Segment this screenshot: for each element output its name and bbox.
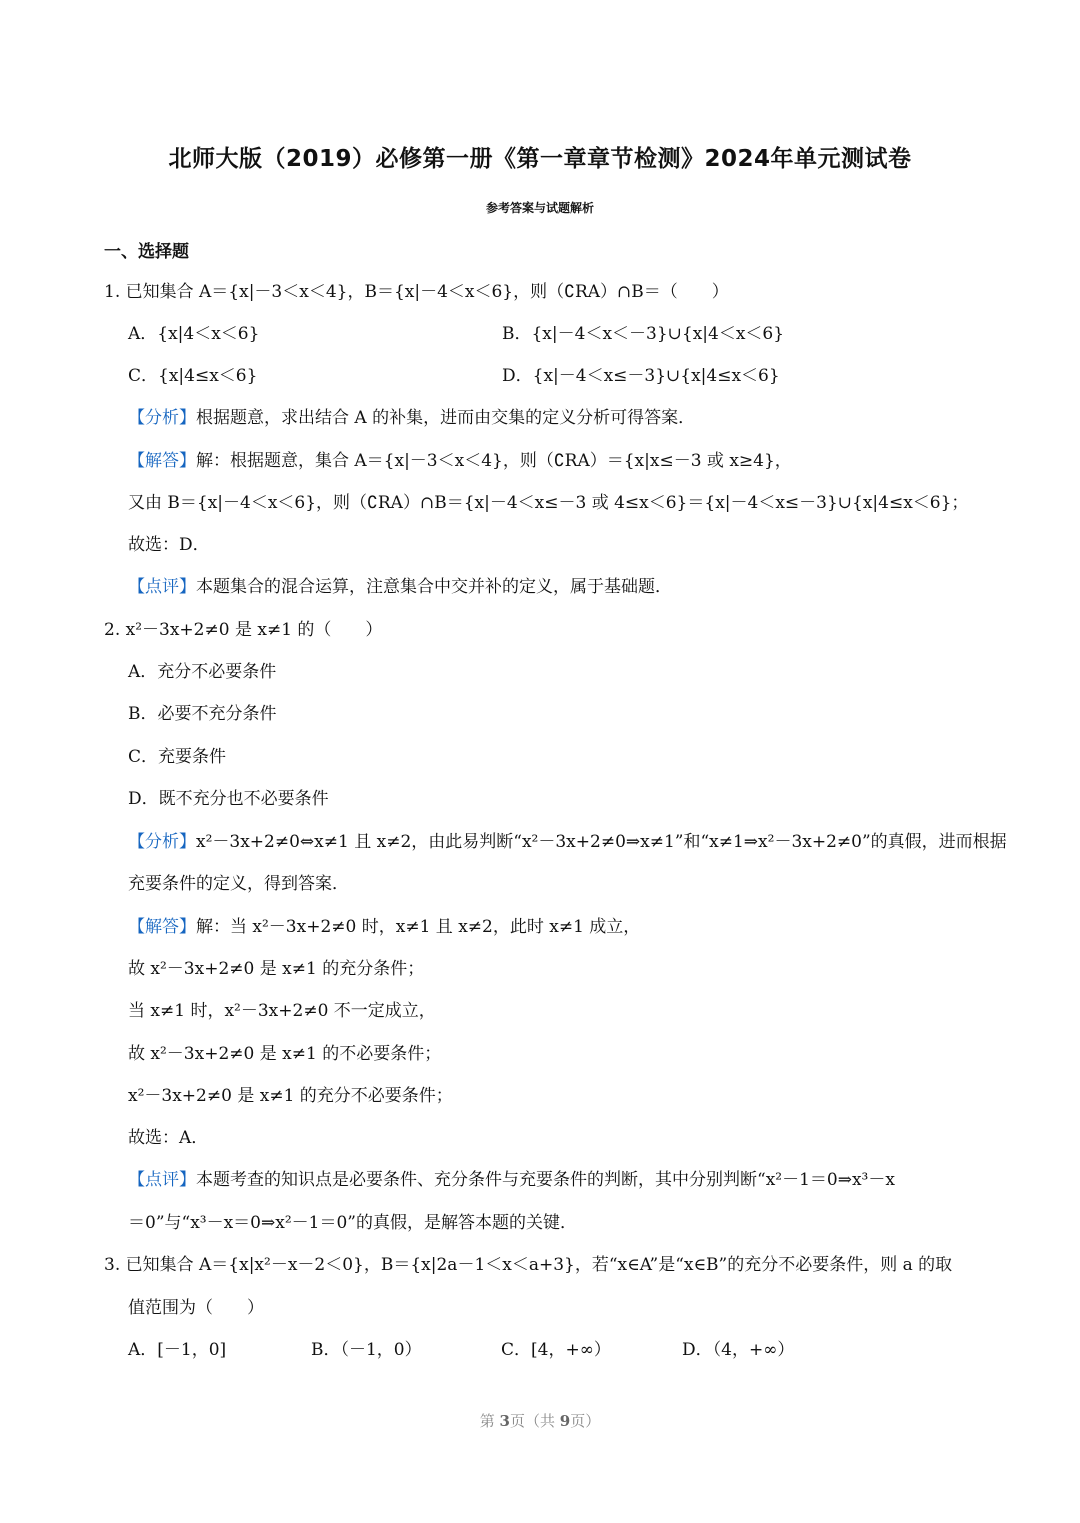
q2-solution-text-1: 解：当 x²－3x+2≠0 时，x≠1 且 x≠2，此时 x≠1 成立，: [196, 917, 641, 937]
solution-tag: 【解答】: [128, 917, 196, 937]
q3-option-a: A．[－1，0]: [128, 1340, 227, 1360]
page-footer: [0, 1410, 1080, 1431]
q1-option-b: B．{x|－4＜x＜－3}∪{x|4＜x＜6}: [502, 324, 785, 344]
q2-solution-line-1: [128, 915, 640, 939]
q2-comment-line-1: [128, 1168, 895, 1192]
footer-total-pages: 9: [559, 1412, 571, 1430]
q3-option-c: C．[4，+∞）: [501, 1340, 611, 1360]
q1-answer: 故选：D．: [128, 535, 210, 555]
footer-mid: 页（共: [509, 1412, 560, 1430]
q2-comment-line-2: ＝0”与“x³－x＝0⇒x²－1＝0”的真假，是解答本题的关键．: [128, 1213, 577, 1233]
footer-prefix: 第: [479, 1412, 500, 1430]
q2-stem: 2. x²－3x+2≠0 是 x≠1 的（ ）: [104, 620, 383, 640]
analysis-tag: 【分析】: [128, 832, 196, 852]
q2-option-c: C．充要条件: [128, 747, 227, 767]
q1-solution-line-2: 又由 B＝{x|－4＜x＜6}，则（∁RA）∩B＝{x|－4＜x≤－3 或 4≤x＜6}＝{x|－4＜x≤－3}∪{x|4≤x＜6}；: [128, 493, 969, 513]
section-heading: 一、选择题: [104, 242, 189, 262]
footer-page-number: 3: [499, 1412, 510, 1430]
q3-stem-line-1: 3. 已知集合 A＝{x|x²－x－2＜0}，B＝{x|2a－1＜x＜a+3}，若“x∈A”是“x∈B”的充分不必要条件，则 a 的取: [104, 1255, 953, 1275]
q2-option-a: A．充分不必要条件: [128, 662, 277, 682]
q1-comment-text: 本题集合的混合运算，注意集合中交并补的定义，属于基础题．: [196, 577, 672, 597]
q1-solution-text-1: 解：根据题意，集合 A＝{x|－3＜x＜4}，则（∁RA）＝{x|x≤－3 或 x≥4}，: [196, 451, 792, 471]
comment-tag: 【点评】: [128, 577, 196, 597]
q2-analysis-text-1: x²－3x+2≠0⇔x≠1 且 x≠2，由此易判断“x²－3x+2≠0⇒x≠1”和“x≠1⇒x²－3x+2≠0”的真假，进而根据: [196, 832, 1007, 852]
q1-analysis-text: 根据题意，求出结合 A 的补集，进而由交集的定义分析可得答案．: [196, 408, 696, 428]
q1-stem: 1. 已知集合 A＝{x|－3＜x＜4}，B＝{x|－4＜x＜6}，则（∁RA）∩B＝（ ）: [104, 282, 729, 302]
q2-solution-line-4: 故 x²－3x+2≠0 是 x≠1 的不必要条件；: [128, 1044, 442, 1064]
q2-analysis-line-1: [128, 830, 1007, 854]
q2-option-d: D．既不充分也不必要条件: [128, 789, 329, 809]
q3-stem-line-2: 值范围为（ ）: [128, 1298, 264, 1318]
q2-solution-line-5: x²－3x+2≠0 是 x≠1 的充分不必要条件；: [128, 1086, 453, 1106]
footer-suffix: 页）: [570, 1412, 601, 1430]
comment-tag: 【点评】: [128, 1170, 196, 1190]
q3-option-b: B．（－1，0）: [311, 1340, 422, 1360]
solution-tag: 【解答】: [128, 451, 196, 471]
q2-solution-line-3: 当 x≠1 时，x²－3x+2≠0 不一定成立，: [128, 1001, 436, 1021]
q1-analysis: [128, 406, 695, 430]
q2-answer: 故选：A．: [128, 1128, 209, 1148]
q2-comment-text-1: 本题考查的知识点是必要条件、充分条件与充要条件的判断，其中分别判断“x²－1＝0⇒x³－x: [196, 1170, 895, 1190]
page-subtitle: 参考答案与试题解析: [485, 201, 594, 215]
q2-analysis-line-2: 充要条件的定义，得到答案．: [128, 874, 349, 894]
q1-option-d: D．{x|－4＜x≤－3}∪{x|4≤x＜6}: [502, 366, 780, 386]
analysis-tag: 【分析】: [128, 408, 196, 428]
q3-option-d: D．（4，+∞）: [682, 1340, 795, 1360]
q1-solution-line-1: [128, 449, 792, 473]
q1-option-c: C．{x|4≤x＜6}: [128, 366, 258, 386]
q2-solution-line-2: 故 x²－3x+2≠0 是 x≠1 的充分条件；: [128, 959, 425, 979]
q1-option-a: A．{x|4＜x＜6}: [128, 324, 260, 344]
q2-option-b: B．必要不充分条件: [128, 704, 277, 724]
page-title: 北师大版（2019）必修第一册《第一章章节检测》2024年单元测试卷: [168, 146, 912, 172]
q1-comment: [128, 575, 672, 599]
